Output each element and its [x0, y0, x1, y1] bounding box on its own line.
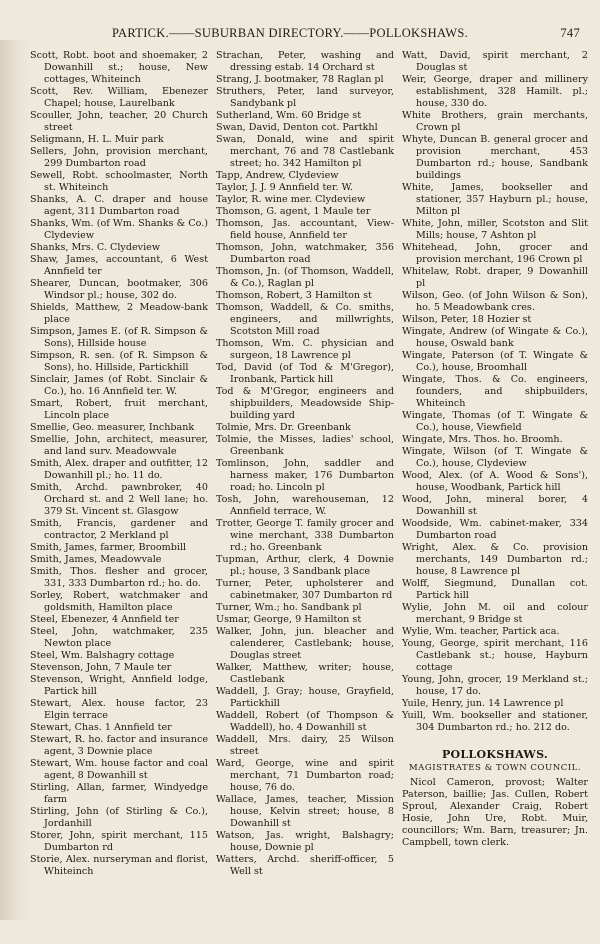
directory-entry: Thomson, G. agent, 1 Maule ter [216, 206, 371, 217]
directory-entry: Smellie, John, architect, measurer, and land surv. Meadowvale [30, 434, 208, 457]
magistrates-subheading: MAGISTRATES & TOWN COUNCIL. [408, 763, 582, 773]
directory-entry: Tolmie, Mrs. Dr. Greenbank [216, 422, 351, 433]
directory-entry: Shanks, A. C. draper and house agent, 311 Dumbarton road [30, 194, 208, 217]
running-title: PARTICK.——SUBURBAN DIRECTORY.——POLLOKSHAWS. [111, 26, 469, 40]
directory-entry: Steel, John, watchmaker, 235 Newton place [30, 626, 208, 649]
column-2 [216, 50, 394, 878]
directory-entry: Stewart, Wm. house factor and coal agent, 8 Dowanhill st [30, 758, 208, 781]
directory-entry: Taylor, J. J. 9 Annfield ter. W. [216, 182, 353, 193]
directory-entry: Smart, Robert, fruit merchant, Lincoln place [30, 398, 208, 421]
directory-entry: Watson, Jas. wright, Balshagry; house, Downie pl [216, 830, 394, 853]
directory-entry: Wright, Alex. & Co. provision merchants, 149 Dumbarton rd.; house, 8 Lawrence pl [402, 542, 588, 577]
directory-entry: Woodside, Wm. cabinet-maker, 334 Dumbarton road [402, 518, 588, 541]
directory-entry: Wingate, Thos. & Co. engineers, founders, and shipbuilders, Whiteinch [402, 374, 588, 409]
directory-entry: Yuile, Henry, jun. 14 Lawrence pl [402, 698, 564, 709]
column-1 [30, 50, 208, 878]
directory-entry: Shaw, James, accountant, 6 West Annfield ter [30, 254, 208, 277]
directory-entry: Waddell, Mrs. dairy, 25 Wilson street [216, 734, 394, 757]
directory-entry: Smith, James, farmer, Broombill [30, 542, 187, 553]
directory-entry: Shearer, Duncan, bootmaker, 306 Windsor pl.; house, 302 do. [30, 278, 208, 301]
directory-entry: Scott, Rev. William, Ebenezer Chapel; house, Laurelbank [30, 86, 208, 109]
directory-entry: Usmar, George, 9 Hamilton st [216, 614, 362, 625]
directory-entry: Whyte, Duncan B. general grocer and provision merchant, 453 Dumbarton rd.; house, Sandbank buildings [402, 134, 588, 181]
directory-entry: Strang, J. bootmaker, 78 Raglan pl [216, 74, 384, 85]
directory-entry: Smith, Francis, gardener and contractor, 2 Merkland pl [30, 518, 208, 541]
directory-entry: Watt, David, spirit merchant, 2 Douglas st [402, 50, 588, 73]
directory-entry: Smith, Thos. flesher and grocer, 331, 333 Dumbarton rd.; ho. do. [30, 566, 208, 589]
directory-entry: Wingate, Andrew (of Wingate & Co.), house, Oswald bank [402, 326, 588, 349]
directory-entry: Tosh, John, warehouseman, 12 Annfield terrace, W. [216, 494, 394, 517]
directory-entry: Stewart, R. ho. factor and insurance agent, 3 Downie place [30, 734, 208, 757]
directory-entry: Tapp, Andrew, Clydeview [216, 170, 339, 181]
directory-entry: Tolmie, the Misses, ladies' school, Greenbank [216, 434, 394, 457]
directory-entry: Shanks, Mrs. C. Clydeview [30, 242, 161, 253]
directory-entry: Stirling, John (of Stirling & Co.), Jordanhill [30, 806, 208, 829]
directory-entry: Trotter, George T. family grocer and wine merchant, 338 Dumbarton rd.; ho. Greenbank [216, 518, 394, 553]
directory-entry: Strachan, Peter, washing and dressing estab. 14 Orchard st [216, 50, 394, 73]
directory-entry: Wingate, Mrs. Thos. ho. Broomh. [402, 434, 563, 445]
directory-entry: Storie, Alex. nurseryman and florist, Whiteinch [30, 854, 208, 877]
directory-entry: Sellers, John, provision merchant, 299 Dumbarton road [30, 146, 208, 169]
directory-entry: Shields, Matthew, 2 Meadow-bank place [30, 302, 208, 325]
directory-entry: Wood, John, mineral borer, 4 Dowanhill st [402, 494, 588, 517]
pollokshaws-heading: POLLOKSHAWS. [441, 748, 549, 761]
directory-entry: Wilson, Peter, 18 Hozier st [402, 314, 532, 325]
page-number: 747 [560, 26, 580, 40]
directory-entry: Turner, Peter, upholsterer and cabinetmaker, 307 Dumbarton rd [216, 578, 394, 601]
directory-entry: Tod, David (of Tod & M'Gregor), Ironbank, Partick hill [216, 362, 394, 385]
directory-entry: Smith, Archd. pawnbroker, 40 Orchard st. and 2 Well lane; ho. 379 St. Vincent st. Glasgow [30, 482, 208, 517]
directory-entry: Whitelaw, Robt. draper, 9 Dowanhill pl [402, 266, 588, 289]
directory-entry: Watters, Archd. sheriff-officer, 5 Well st [216, 854, 394, 877]
directory-entry: Young, John, grocer, 19 Merkland st.; house, 17 do. [402, 674, 588, 697]
directory-entry: Yuill, Wm. bookseller and stationer, 304 Dumbarton rd.; ho. 212 do. [402, 710, 588, 733]
directory-entry: Storer, John, spirit merchant, 115 Dumbarton rd [30, 830, 208, 853]
directory-entry: Thomson, Robert, 3 Hamilton st [216, 290, 372, 301]
directory-entry: Weir, George, draper and millinery establishment, 328 Hamilt. pl.; house, 330 do. [402, 74, 588, 109]
directory-entry: Ward, George, wine and spirit merchant, 71 Dumbarton road; house, 76 do. [216, 758, 394, 793]
directory-entry: Thomson, Waddell, & Co. smiths, engineers, and millwrights, Scotston Mill road [216, 302, 394, 337]
directory-entry: Sinclair, James (of Robt. Sinclair & Co.), ho. 16 Annfield ter. W. [30, 374, 208, 397]
directory-entry: Swan, David, Denton cot. Partkhl [216, 122, 378, 133]
directory-entry: Stewart, Alex. house factor, 23 Elgin terrace [30, 698, 208, 721]
directory-entry: White Brothers, grain merchants, Crown pl [402, 110, 588, 133]
directory-entry: Thomson, Jn. (of Thomson, Waddell, & Co.), Raglan pl [216, 266, 394, 289]
directory-columns [30, 50, 595, 930]
directory-entry: Wylie, Wm. teacher, Partick aca. [402, 626, 560, 637]
directory-entry: Stevenson, John, 7 Maule ter [30, 662, 172, 673]
directory-entry: Simpson, R. sen. (of R. Simpson & Sons), ho. Hillside, Partickhill [30, 350, 208, 373]
directory-entry: Tupman, Arthur, clerk, 4 Downie pl.; house, 3 Sandbank place [216, 554, 394, 577]
directory-entry: Young, George, spirit merchant, 116 Castlebank st.; house, Hayburn cottage [402, 638, 588, 673]
binding-margin [0, 40, 30, 920]
directory-entry: Wingate, Wilson (of T. Wingate & Co.), house, Clydeview [402, 446, 588, 469]
directory-entry: Sutherland, Wm. 60 Bridge st [216, 110, 362, 121]
directory-entry: Thomson, John, watchmaker, 356 Dumbarton road [216, 242, 394, 265]
council-paragraph: Nicol Cameron, provost; Walter Paterson, baillie; Jas. Cullen, Robert Sproul, Alexander Craig, Robert Hosie, John Ure, Robt. Muir, councillors; Wm. Barn, treasurer; Jn. Campbell, town clerk. [402, 777, 588, 848]
directory-entry: Smith, James, Meadowvale [30, 554, 162, 565]
directory-entry: Stirling, Allan, farmer, Windyedge farm [30, 782, 208, 805]
directory-entry: Walker, Matthew, writer; house, Castlebank [216, 662, 394, 685]
directory-entry: Stevenson, Wright, Annfield lodge, Partick hill [30, 674, 208, 697]
directory-entry: Waddell, J. Gray; house, Grayfield, Partickhill [216, 686, 394, 709]
directory-entry: Scouller, John, teacher, 20 Church street [30, 110, 208, 133]
directory-entry: Wingate, Thomas (of T. Wingate & Co.), house, Viewfield [402, 410, 588, 433]
directory-entry: Smellie, Geo. measurer, Inchbank [30, 422, 195, 433]
directory-entry: Taylor, R. wine mer. Clydeview [216, 194, 366, 205]
directory-entry: Wood, Alex. (of A. Wood & Sons'), house, Woodbank, Partick hill [402, 470, 588, 493]
directory-entry: Steel, Ebenezer, 4 Annfield ter [30, 614, 179, 625]
directory-entry: Walker, John, jun. bleacher and calenderer, Castlebank; house, Douglas street [216, 626, 394, 661]
directory-entry: Sorley, Robert, watchmaker and goldsmith, Hamilton place [30, 590, 208, 613]
directory-entry: Wingate, Paterson (of T. Wingate & Co.), house, Broomhall [402, 350, 588, 373]
directory-entry: Whitehead, John, grocer and provision merchant, 196 Crown pl [402, 242, 588, 265]
directory-entry: Steel, Wm. Balshagry cottage [30, 650, 175, 661]
directory-entry: Tod & M'Gregor, engineers and shipbuilders, Meadowside Ship-building yard [216, 386, 394, 421]
directory-entry: Swan, Donald, wine and spirit merchant, 76 and 78 Castlebank street; ho. 342 Hamilton pl [216, 134, 394, 169]
directory-entry: Thomson, Jas. accountant, View-field house, Annfield ter [216, 218, 394, 241]
directory-entry: Wolff, Siegmund, Dunallan cot. Partick hill [402, 578, 588, 601]
directory-entry: Waddell, Robert (of Thompson & Waddell), ho. 4 Dowanhill st [216, 710, 394, 733]
directory-entry: Shanks, Wm. (of Wm. Shanks & Co.) Clydeview [30, 218, 208, 241]
page-header [40, 26, 580, 44]
directory-entry: Sewell, Robt. schoolmaster, North st. Whiteinch [30, 170, 208, 193]
directory-entry: Stewart, Chas. 1 Annfield ter [30, 722, 172, 733]
directory-entry: Wilson, Geo. (of John Wilson & Son), ho. 5 Meadowbank cres. [402, 290, 588, 313]
column-3 [402, 50, 588, 849]
directory-entry: Wallace, James, teacher, Mission house, Kelvin street; house, 8 Dowanhill st [216, 794, 394, 829]
directory-entry: Simpson, James E. (of R. Simpson & Sons), Hillside house [30, 326, 208, 349]
directory-entry: Seligmann, H. L. Muir park [30, 134, 164, 145]
directory-entry: White, James, bookseller and stationer, 357 Hayburn pl.; house, Milton pl [402, 182, 588, 217]
directory-entry: Smith, Alex. draper and outfitter, 12 Dowanhill pl.; ho. 11 do. [30, 458, 208, 481]
directory-entry: Scott, Robt. boot and shoemaker, 2 Dowanhill st.; house, New cottages, Whiteinch [30, 50, 208, 85]
directory-entry: Turner, Wm.; ho. Sandbank pl [216, 602, 362, 613]
directory-entry: White, John, miller, Scotston and Slit Mills; house, 7 Ashton pl [402, 218, 588, 241]
directory-entry: Tomlinson, John, saddler and harness maker, 176 Dumbarton road; ho. Lincoln pl [216, 458, 394, 493]
directory-entry: Wylie, John M. oil and colour merchant, 9 Bridge st [402, 602, 588, 625]
directory-entry: Thomson, Wm. C. physician and surgeon, 18 Lawrence pl [216, 338, 394, 361]
directory-entry: Struthers, Peter, land surveyor, Sandybank pl [216, 86, 394, 109]
